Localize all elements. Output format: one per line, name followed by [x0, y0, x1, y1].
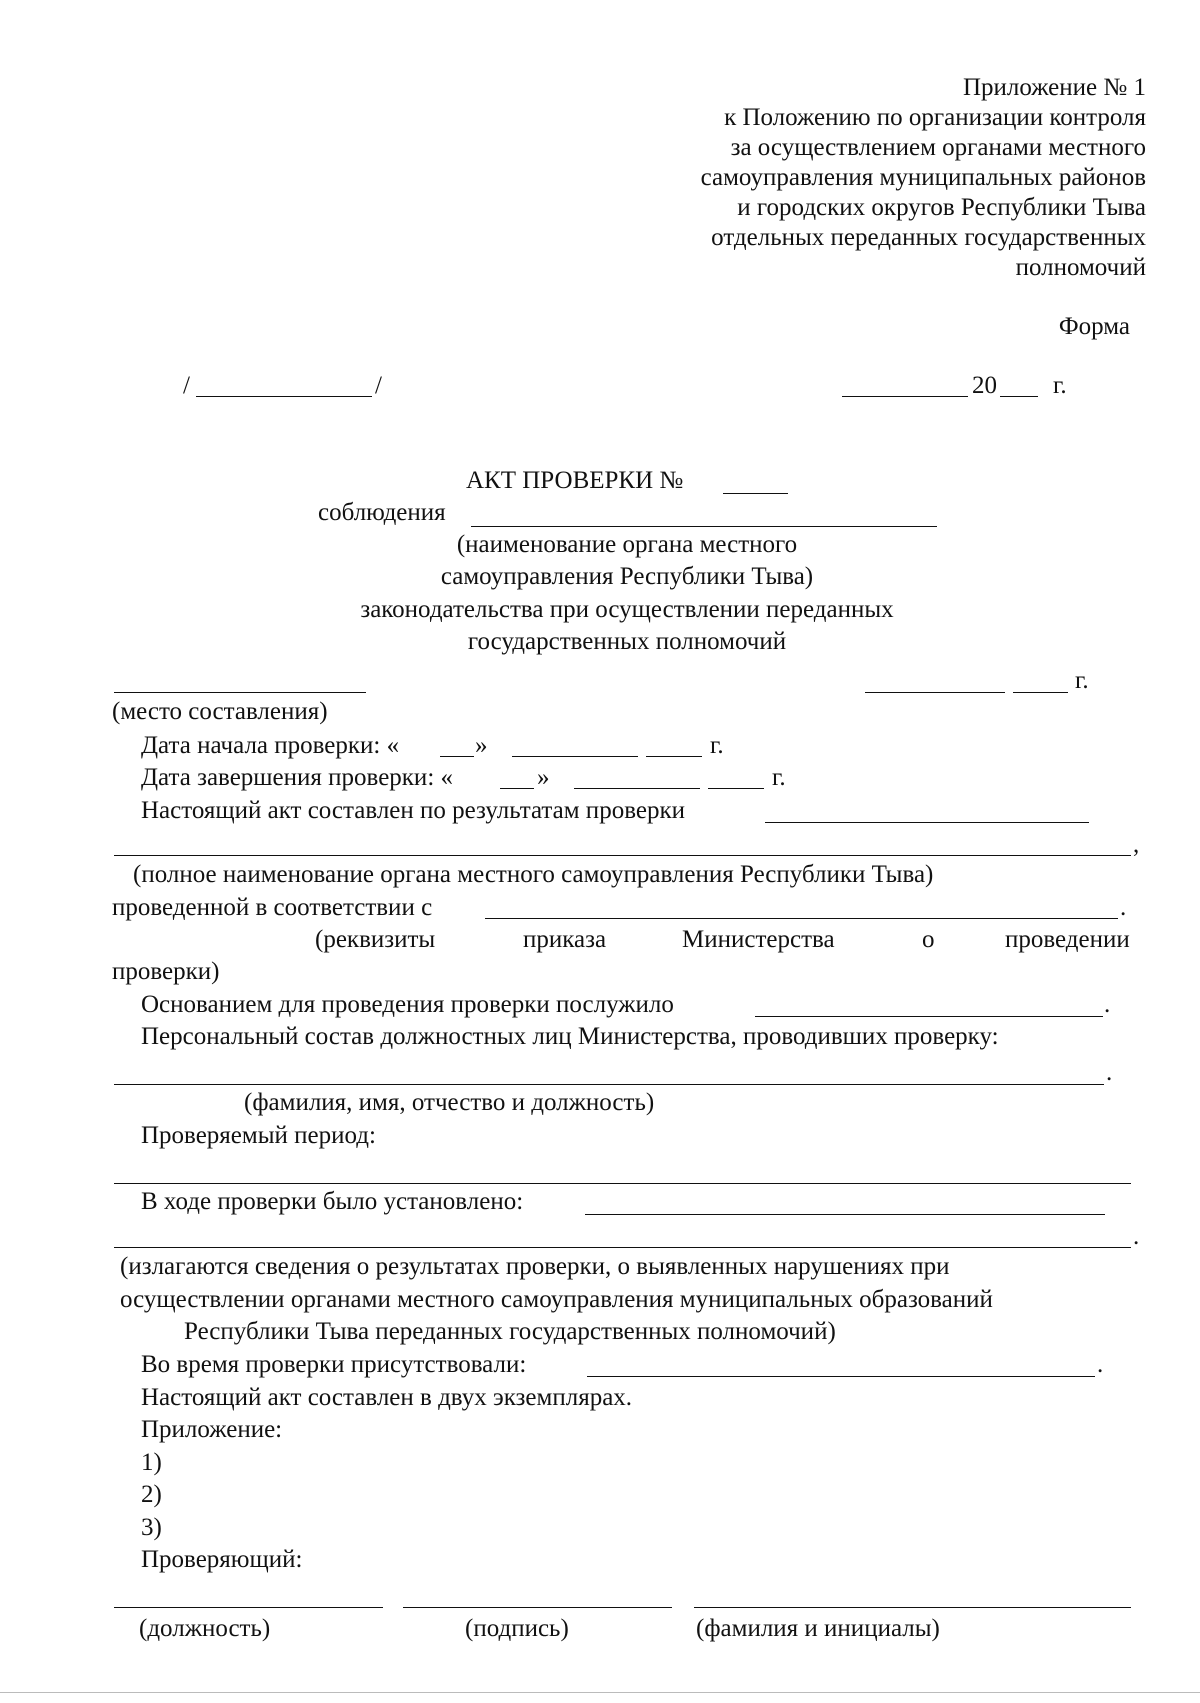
end-date-label: Дата завершения проверки: «: [141, 764, 454, 791]
law-line-2: государственных полномочий: [467, 628, 787, 655]
order-word-4: о: [922, 926, 935, 953]
start-date-label: Дата начала проверки: «: [141, 732, 400, 759]
start-year-line: [646, 756, 702, 757]
organ-full-hint: (полное наименование органа местного самоуправления Республики Тыва): [133, 861, 934, 888]
period-label: Проверяемый период:: [141, 1122, 376, 1149]
law-line-1: законодательства при осуществлении переданных: [360, 596, 894, 623]
act-number-line: [723, 493, 788, 494]
attachment-item-2: 2): [141, 1481, 162, 1508]
compile-year-line: [1013, 692, 1068, 693]
basis-label: Основанием для проведения проверки послужило: [141, 991, 674, 1018]
order-word-2: приказа: [523, 926, 607, 953]
personnel-line: [114, 1084, 1104, 1085]
start-date-close: »: [475, 732, 488, 759]
signature-hint: (подпись): [465, 1615, 569, 1642]
appendix-line-7: полномочий: [1015, 254, 1146, 281]
compliance-label: соблюдения: [318, 499, 446, 526]
form-label: Форма: [1058, 313, 1130, 340]
year-suffix: г.: [1053, 372, 1067, 399]
act-compiled-label: Настоящий акт составлен по результатам проверки: [141, 797, 685, 824]
present-line: [587, 1376, 1095, 1377]
appendix-line-5: и городских округов Республики Тыва: [737, 194, 1146, 221]
established-dot: .: [1133, 1223, 1140, 1250]
present-label: Во время проверки присутствовали:: [141, 1351, 527, 1378]
results-hint-3: Республики Тыва переданных государственных полномочий): [184, 1318, 836, 1345]
name-line: [694, 1607, 1131, 1608]
end-date-close: »: [537, 764, 550, 791]
inspector-label: Проверяющий:: [141, 1546, 303, 1573]
attachment-item-1: 1): [141, 1449, 162, 1476]
compile-year-suffix: г.: [1075, 667, 1089, 694]
end-day-line: [500, 788, 534, 789]
act-compiled-line: [765, 822, 1089, 823]
organ-full-line: [114, 855, 1131, 856]
position-line: [114, 1607, 383, 1608]
appendix-line-6: отдельных переданных государственных: [711, 224, 1146, 251]
place-line: [114, 692, 366, 693]
established-label: В ходе проверки было установлено:: [141, 1188, 524, 1215]
signature-line: [403, 1607, 672, 1608]
name-hint: (фамилия и инициалы): [696, 1615, 940, 1642]
scan-edge-divider: [0, 1692, 1200, 1693]
place-hint: (место составления): [112, 698, 328, 725]
basis-dot: .: [1104, 991, 1111, 1018]
organ-name-line: [471, 526, 937, 527]
appendix-line-4: самоуправления муниципальных районов: [700, 164, 1146, 191]
results-hint-2: осуществлении органами местного самоуправления муниципальных образований: [120, 1286, 993, 1313]
organ-hint-1: (наименование органа местного: [456, 531, 798, 558]
personnel-label: Персональный состав должностных лиц Министерства, проводивших проверку:: [141, 1023, 999, 1050]
established-line-2: [114, 1247, 1131, 1248]
appendix-line-1: Приложение № 1: [962, 74, 1146, 101]
order-word-1: (реквизиты: [315, 926, 436, 953]
date-blank-line: [842, 396, 968, 397]
end-year-line: [708, 788, 764, 789]
conducted-line: [485, 918, 1118, 919]
start-day-line: [440, 756, 474, 757]
personnel-dot: .: [1106, 1059, 1113, 1086]
order-tail: проверки): [112, 958, 220, 985]
year-blank-line: [1000, 396, 1038, 397]
start-date-g: г.: [710, 732, 724, 759]
period-line: [114, 1183, 1131, 1184]
copies-text: Настоящий акт составлен в двух экземплярах.: [141, 1384, 633, 1411]
act-title: АКТ ПРОВЕРКИ №: [466, 467, 684, 494]
results-hint-1: (излагаются сведения о результатах проверки, о выявленных нарушениях при: [120, 1253, 950, 1280]
position-hint: (должность): [139, 1615, 271, 1642]
number-slash-right: /: [375, 372, 382, 399]
number-slash-left: /: [183, 372, 190, 399]
organ-hint-2: самоуправления Республики Тыва): [440, 563, 814, 590]
appendix-line-2: к Положению по организации контроля: [724, 104, 1146, 131]
year-prefix: 20: [972, 372, 997, 399]
number-blank-line: [196, 396, 372, 397]
attachment-label: Приложение:: [141, 1416, 283, 1443]
conducted-label: проведенной в соответствии с: [112, 894, 433, 921]
attachment-item-3: 3): [141, 1514, 162, 1541]
conducted-dot: .: [1120, 894, 1127, 921]
established-line-1: [585, 1214, 1105, 1215]
end-month-line: [574, 788, 700, 789]
order-word-3: Министерства: [682, 926, 835, 953]
appendix-line-3: за осуществлением органами местного: [730, 134, 1146, 161]
compile-date-line: [865, 692, 1005, 693]
end-date-g: г.: [772, 764, 786, 791]
present-dot: .: [1097, 1351, 1104, 1378]
order-word-5: проведении: [1005, 926, 1130, 953]
start-month-line: [512, 756, 638, 757]
fio-hint: (фамилия, имя, отчество и должность): [244, 1089, 655, 1116]
organ-full-comma: ,: [1133, 831, 1140, 858]
basis-line: [755, 1016, 1103, 1017]
